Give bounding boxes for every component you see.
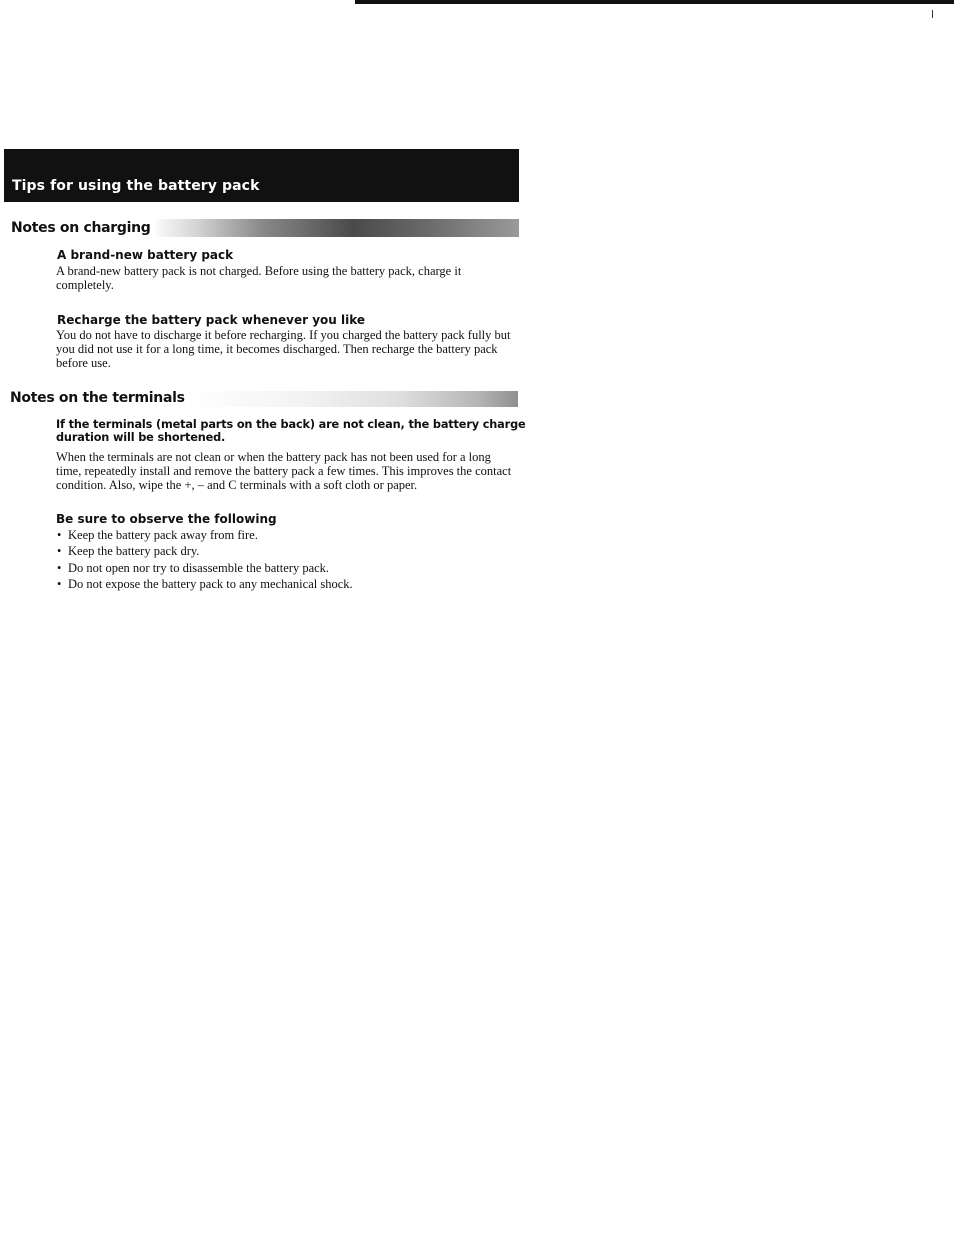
heading-shade-band [151, 219, 519, 237]
section-title-charging: Notes on charging [11, 217, 155, 239]
bullet-icon: • [57, 544, 62, 559]
page-title: Tips for using the battery pack [12, 178, 260, 194]
top-rule-tick [932, 10, 933, 18]
list-item: • Keep the battery pack away from fire. [57, 528, 258, 542]
paragraph-brand-new-pack: A brand-new battery pack is not charged. Before using the battery pack, charge it completely. [56, 264, 462, 292]
heading-shade-band [186, 391, 518, 407]
section-heading-terminals [10, 387, 518, 409]
list-item: • Do not open nor try to disassemble the battery pack. [57, 560, 330, 575]
bullet-icon: • [57, 576, 62, 591]
list-item: • Keep the battery pack dry. [57, 544, 200, 559]
precautions-list [56, 527, 353, 592]
section-heading-charging [11, 217, 519, 239]
header-bar [4, 149, 519, 202]
list-item: • Do not expose the battery pack to any mechanical shock. [57, 576, 353, 591]
paragraph-terminals-cleaning: When the terminals are not clean or when the battery pack has not been used for a long time, repeatedly install and remove the battery pack a few times. This improves the contact condition. Also, wipe the +, – and C terminals with a soft cloth or paper. [56, 450, 512, 492]
top-rule [355, 0, 954, 4]
subheading-brand-new-pack: A brand-new battery pack [57, 248, 234, 262]
section-title-terminals: Notes on the terminals [10, 387, 189, 409]
bullet-icon: • [57, 528, 62, 542]
subheading-recharge-anytime: Recharge the battery pack whenever you like [57, 313, 366, 327]
bullet-icon: • [57, 560, 62, 575]
subheading-terminals-warning: If the terminals (metal parts on the back) are not clean, the battery charge duration will be shortened. [56, 418, 526, 444]
subheading-observe-following: Be sure to observe the following [56, 512, 277, 526]
paragraph-recharge-anytime: You do not have to discharge it before recharging. If you charged the battery pack fully but you did not use it for a long time, it becomes discharged. Then recharge the battery pack before use. [56, 328, 511, 370]
